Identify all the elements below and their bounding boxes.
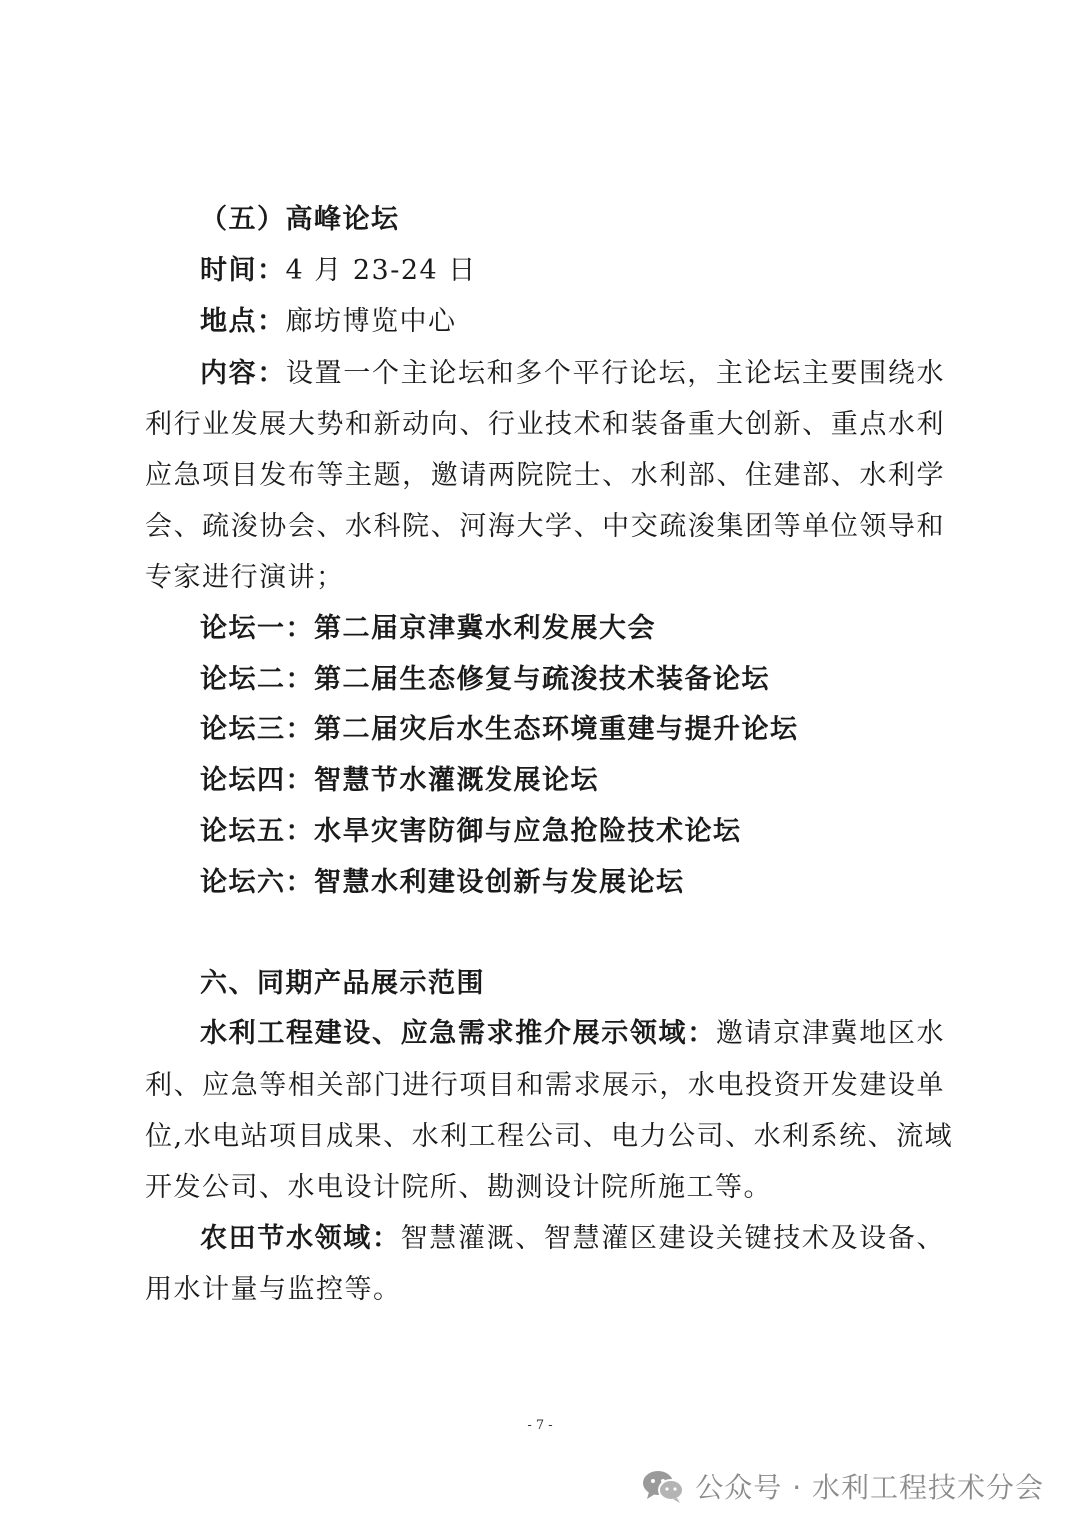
page-number: - 7 - (527, 1418, 553, 1433)
time-row (200, 253, 945, 289)
product-item-1-line-4: 开发公司、水电设计院所、勘测设计院所施工等。 (145, 1172, 772, 1203)
forum-item-6: 论坛六：智慧水利建设创新与发展论坛 (200, 867, 685, 898)
place-value: 廊坊博览中心 (285, 306, 457, 337)
wechat-icon (641, 1468, 685, 1504)
content-line-3: 应急项目发布等主题，邀请两院院士、水利部、住建部、水利学 (145, 460, 945, 491)
forum-item-3: 论坛三：第二届灾后水生态环境重建与提升论坛 (200, 714, 799, 745)
content-line-4: 会、疏浚协会、水科院、河海大学、中交疏浚集团等单位领导和 (145, 511, 945, 542)
product-item-1-line-3: 位,水电站项目成果、水利工程公司、电力公司、水利系统、流域 (145, 1121, 954, 1152)
product-item-1-line-2: 利、应急等相关部门进行项目和需求展示，水电投资开发建设单 (145, 1070, 945, 1101)
content-line-2: 利行业发展大势和新动向、行业技术和装备重大创新、重点水利 (145, 409, 945, 440)
forum-item-5: 论坛五：水旱灾害防御与应急抢险技术论坛 (200, 816, 742, 847)
forum-item-2: 论坛二：第二届生态修复与疏浚技术装备论坛 (200, 664, 770, 695)
section-heading-products: 六、同期产品展示范围 (200, 968, 485, 999)
time-label: 时间： (200, 255, 286, 286)
product-item-1-line-1: 水利工程建设、应急需求推介展示领域：邀请京津冀地区水 (200, 1018, 946, 1049)
forum-item-1: 论坛一：第二届京津冀水利发展大会 (200, 613, 656, 644)
forum-item-4: 论坛四：智慧节水灌溉发展论坛 (200, 765, 599, 796)
product-item-2-line-1: 农田节水领域：智慧灌溉、智慧灌区建设关键技术及设备、 (200, 1223, 946, 1254)
content-label: 内容： (200, 358, 286, 389)
content-line-5: 专家进行演讲； (145, 562, 345, 593)
watermark (641, 1466, 1044, 1506)
product-item-1-label: 水利工程建设、应急需求推介展示领域： (200, 1018, 716, 1049)
place-label: 地点： (200, 306, 286, 337)
product-item-2-label: 农田节水领域： (200, 1223, 401, 1254)
watermark-text: 公众号 · 水利工程技术分会 (695, 1471, 1044, 1504)
time-value: 4 月 23-24 日 (285, 255, 477, 286)
content-line-1: 内容：设置一个主论坛和多个平行论坛，主论坛主要围绕水 (200, 358, 946, 389)
product-item-2-line-2: 用水计量与监控等。 (145, 1274, 402, 1305)
place-row (200, 304, 945, 340)
section-heading-forum: （五）高峰论坛 (200, 204, 400, 235)
